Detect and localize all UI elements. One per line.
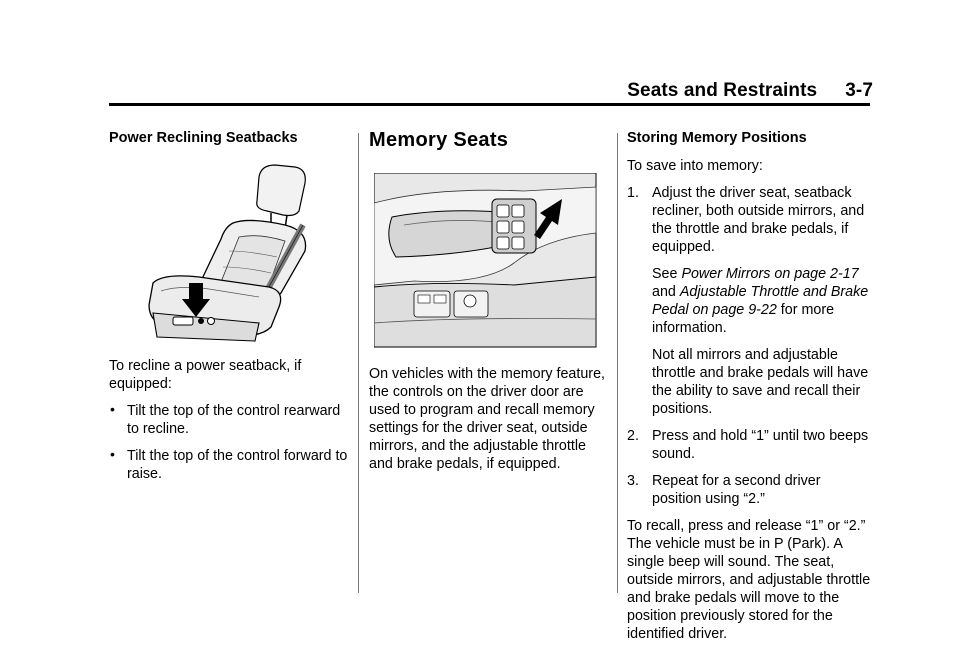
bullet-dot: • <box>110 446 115 462</box>
and-label: and <box>652 284 676 300</box>
see-references <box>627 265 871 337</box>
column-divider-1 <box>358 133 359 593</box>
throttle-pedal-reference: Adjustable Throttle and Brake Pedal on page 9-22 <box>652 284 869 318</box>
power-mirrors-reference: Power Mirrors on page 2-17 <box>681 266 859 282</box>
raise-bullet <box>109 447 349 483</box>
step-number: 1. <box>627 185 639 201</box>
memory-seats-heading: Memory Seats <box>369 129 509 151</box>
see-label: See <box>652 266 678 282</box>
door-memory-controls-illustration <box>374 173 606 349</box>
step-text: Repeat for a second driver position using “2.” <box>652 473 821 507</box>
step-2 <box>627 427 871 463</box>
recline-intro: To recline a power seatback, if equipped: <box>109 358 302 392</box>
storing-positions-heading: Storing Memory Positions <box>627 130 807 146</box>
header-rule <box>109 103 870 106</box>
seat-illustration <box>109 155 349 343</box>
step-number: 2. <box>627 428 639 444</box>
column-divider-2 <box>617 133 618 593</box>
step-1 <box>627 184 871 256</box>
step-number: 3. <box>627 473 639 489</box>
recline-bullet-text: Tilt the top of the control rearward to recline. <box>127 403 341 437</box>
middle-column <box>369 125 609 482</box>
save-intro: To save into memory: <box>627 158 763 174</box>
bullet-dot: • <box>110 401 115 417</box>
step-text: Adjust the driver seat, seatback recliner, both outside mirrors, and the throttle and brake pedals, if equipped. <box>652 185 865 255</box>
power-recline-heading: Power Reclining Seatbacks <box>109 130 298 146</box>
step-3 <box>627 472 871 508</box>
page-number: 3-7 <box>845 80 873 101</box>
section-title: Seats and Restraints <box>627 80 818 101</box>
step-text: Press and hold “1” until two beeps sound. <box>652 428 869 462</box>
mirror-note: Not all mirrors and adjustable throttle and brake pedals will have the ability to save and recall their positions. <box>652 347 869 417</box>
memory-description: On vehicles with the memory feature, the controls on the driver door are used to program and recall memory settings for the driver seat, outside mirrors, and the adjustable throttle and brake pedals, if equipped. <box>369 366 605 472</box>
running-header <box>627 80 873 102</box>
right-column <box>627 125 871 652</box>
recline-bullet <box>109 402 349 438</box>
more-info-label: for more information. <box>652 302 835 336</box>
left-column <box>109 125 349 492</box>
raise-bullet-text: Tilt the top of the control forward to raise. <box>127 448 348 482</box>
recall-instructions: To recall, press and release “1” or “2.” The vehicle must be in P (Park). A single beep will sound. The seat, outside mirrors, and adjustable throttle and brake pedals will move to the position previously stored for the identified driver. <box>627 518 871 642</box>
